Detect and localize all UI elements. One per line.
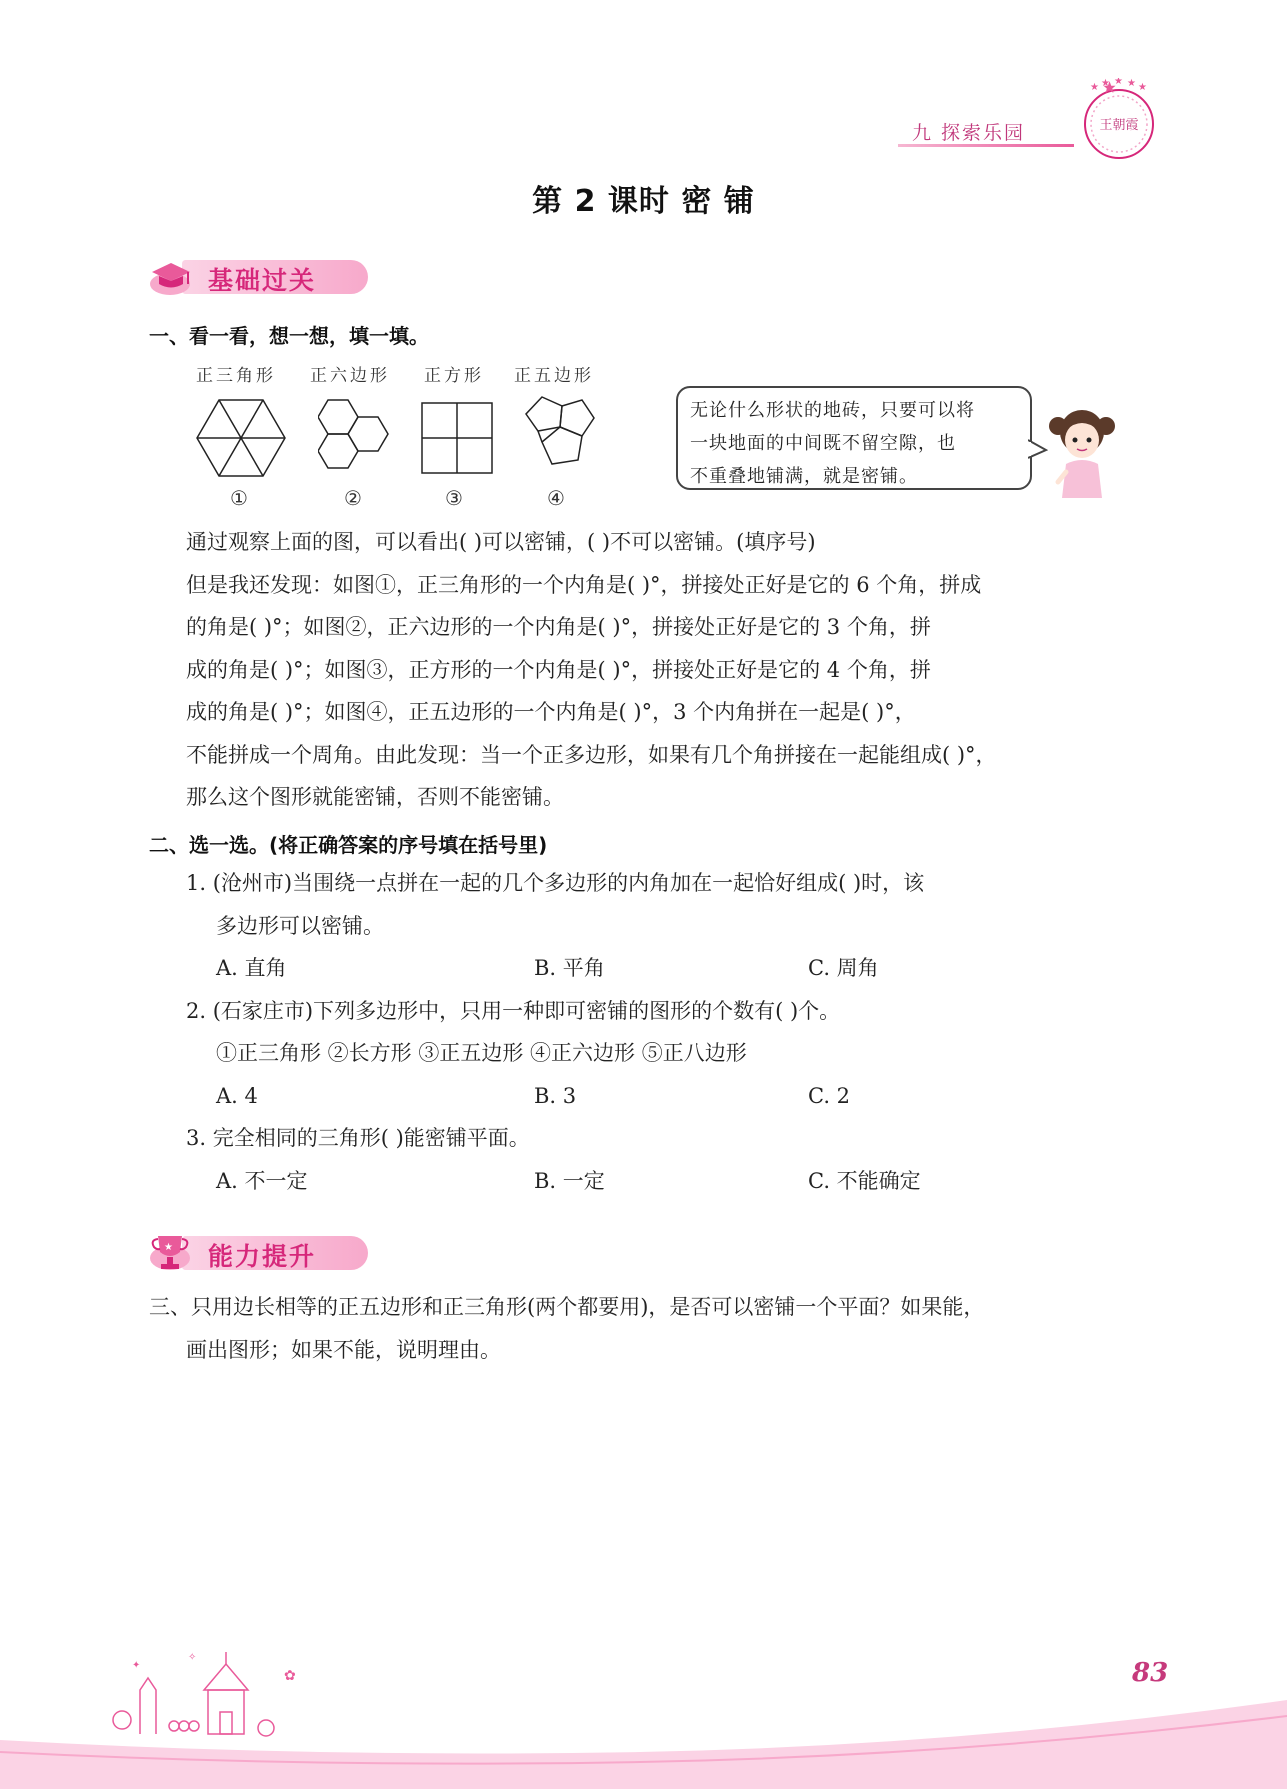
option-b: B. 平角 (534, 956, 605, 980)
section-title-advanced: 能力提升 (208, 1242, 317, 1271)
option-c: C. 2 (808, 1083, 851, 1108)
figure-number-4: ④ (547, 486, 565, 510)
choice-item-1-stem-cont: 多边形可以密铺。 (216, 913, 384, 938)
choice-item-3-stem: 3. 完全相同的三角形( )能密铺平面。 (186, 1126, 530, 1150)
body-line: 通过观察上面的图，可以看出( )可以密铺，( )不可以密铺。(填序号) (186, 530, 816, 554)
section-ribbon-advanced (146, 1230, 374, 1274)
option-c: C. 不能确定 (808, 1168, 921, 1193)
figure-label-hexagon: 正六边形 (310, 366, 390, 386)
choice-item-2-stem-cont: ①正三角形 ②长方形 ③正五边形 ④正六边形 ⑤正八边形 (216, 1041, 747, 1065)
header-logo (1076, 78, 1162, 164)
svg-text:✧: ✧ (188, 1652, 197, 1663)
question-2-body (186, 862, 1166, 1202)
choice-item-1-stem: 1. (沧州市)当围绕一点拼在一起的几个多边形的内角加在一起恰好组成( )时，该 (186, 871, 925, 895)
figure-number-2: ② (344, 486, 362, 510)
option-a: A. 直角 (216, 956, 287, 980)
option-a: A. 不一定 (216, 1168, 308, 1193)
bubble-line: 一块地面的中间既不留空隙，也 (690, 433, 956, 454)
body-line: 那么这个图形就能密铺，否则不能密铺。 (186, 785, 564, 809)
svg-text:★: ★ (1090, 82, 1099, 93)
figure-number-1: ① (230, 486, 248, 510)
trophy-icon (146, 1230, 196, 1274)
figure-number-3: ③ (445, 486, 463, 510)
body-line: 的角是( )°；如图②，正六边形的一个内角是( )°，拼接处正好是它的 3 个角，拼 (186, 615, 931, 639)
castle-illustration (104, 1650, 324, 1740)
unit-label: 九 探索乐园 (912, 122, 1026, 144)
bubble-line: 不重叠地铺满，就是密铺。 (690, 466, 918, 487)
svg-text:✿: ✿ (284, 1668, 296, 1684)
section-ribbon-basic (146, 254, 374, 298)
speech-bubble (676, 386, 1032, 490)
svg-text:★: ★ (164, 1242, 173, 1253)
choice-item-2-stem: 2. (石家庄市)下列多边形中，只用一种即可密铺的图形的个数有( )个。 (186, 998, 841, 1023)
body-line: 成的角是( )°；如图④，正五边形的一个内角是( )°，3 个内角拼在一起是( )°， (186, 700, 916, 724)
body-line: 不能拼成一个周角。由此发现：当一个正多边形，如果有几个角拼接在一起能组成( )°， (186, 742, 997, 767)
option-b: B. 一定 (534, 1168, 605, 1193)
header-divider (898, 144, 1074, 147)
body-line: 成的角是( )°；如图③，正方形的一个内角是( )°，拼接处正好是它的 4 个角，拼 (186, 657, 931, 682)
option-c: C. 周角 (808, 956, 879, 980)
girl-illustration (1044, 402, 1120, 498)
question-3-line: 三、只用边长相等的正五边形和正三角形(两个都要用)，是否可以密铺一个平面？如果能， (149, 1295, 985, 1319)
option-a: A. 4 (216, 1083, 258, 1108)
choice-item-3-options (186, 1160, 1166, 1203)
logo-text: 王朝霞 (1099, 118, 1139, 133)
section-title-basic: 基础过关 (208, 266, 317, 295)
bubble-line: 无论什么形状的地砖，只要可以将 (690, 400, 975, 421)
question-3 (149, 1286, 984, 1371)
question-1-heading: 一、看一看，想一想，填一填。 (149, 324, 429, 348)
figure-hexagon-tiling (318, 398, 392, 472)
svg-text:★: ★ (1127, 78, 1136, 89)
page-number: 83 (1132, 1658, 1169, 1688)
body-line: 但是我还发现：如图①，正三角形的一个内角是( )°，拼接处正好是它的 6 个角，拼成 (186, 572, 982, 597)
figure-label-triangle: 正三角形 (196, 366, 276, 386)
figure-pentagon-tiling (520, 394, 600, 474)
figure-label-square: 正方形 (424, 366, 484, 386)
svg-text:★: ★ (1114, 78, 1123, 87)
choice-item-1-options (186, 947, 1166, 990)
svg-text:✦: ✦ (132, 1660, 141, 1671)
speech-bubble-text (690, 394, 975, 493)
svg-text:★: ★ (1101, 78, 1110, 89)
question-1-body (186, 521, 997, 819)
question-3-line: 画出图形；如果不能，说明理由。 (186, 1337, 501, 1362)
lesson-title: 第 2 课时 密 铺 (532, 184, 755, 219)
graduation-cap-icon (146, 254, 196, 298)
figure-square-tiling (421, 402, 493, 474)
figure-triangle-tiling (196, 398, 286, 478)
option-b: B. 3 (534, 1083, 577, 1108)
figure-label-pentagon: 正五边形 (514, 366, 594, 386)
svg-text:★: ★ (1138, 82, 1147, 93)
question-2-heading: 二、选一选。(将正确答案的序号填在括号里) (149, 833, 548, 857)
choice-item-2-options (186, 1075, 1166, 1118)
